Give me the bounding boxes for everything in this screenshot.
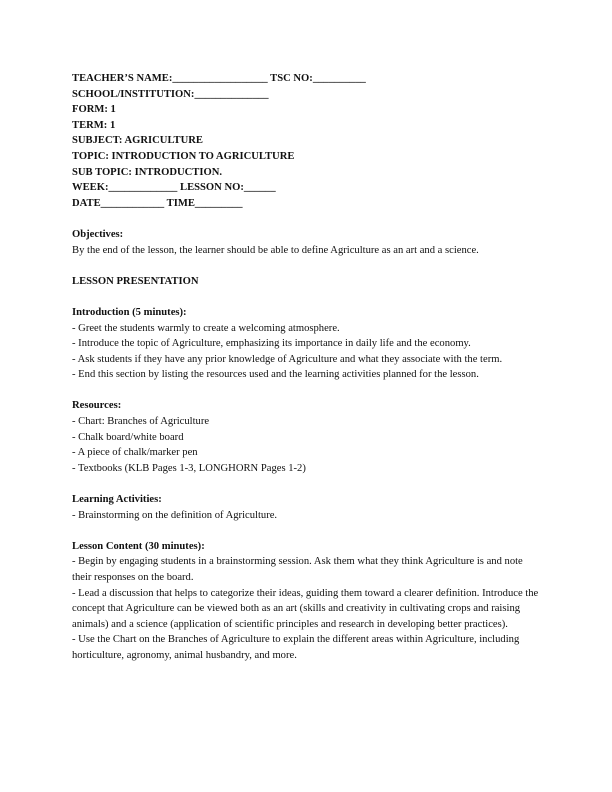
lesson-content-title: Lesson Content (30 minutes): — [72, 540, 205, 552]
resource-item: - A piece of chalk/marker pen — [72, 447, 198, 459]
learning-activity-item: - Brainstorming on the definition of Agriculture. — [72, 509, 278, 521]
lesson-content-item: - Lead a discussion that helps to categorize their ideas, guiding them toward a clearer definition. Introduce the concept that Agriculture can be viewed both as an art (skills and creativity in cultivating crops and raising animals) and a science (application of scientific principles and research in developing better practices). — [72, 587, 539, 630]
introduction-item: - Ask students if they have any prior knowledge of Agriculture and what they associate with the term. — [72, 353, 503, 365]
resources-section — [72, 398, 542, 476]
objectives-title: Objectives: — [72, 228, 124, 240]
resource-item: - Chart: Branches of Agriculture — [72, 416, 210, 428]
introduction-item: - Introduce the topic of Agriculture, emphasizing its importance in daily life and the economy. — [72, 338, 471, 350]
header-block — [72, 71, 542, 211]
date-time-line: DATE____________ TIME_________ — [72, 197, 243, 209]
lesson-content-section — [72, 539, 542, 664]
resource-item: - Textbooks (KLB Pages 1-3, LONGHORN Pages 1-2) — [72, 462, 306, 474]
objectives-section — [72, 227, 542, 258]
introduction-title: Introduction (5 minutes): — [72, 306, 187, 318]
introduction-item: - Greet the students warmly to create a welcoming atmosphere. — [72, 322, 340, 334]
term-line: TERM: 1 — [72, 119, 116, 131]
subject-line: SUBJECT: AGRICULTURE — [72, 135, 203, 147]
lesson-presentation-heading: LESSON PRESENTATION — [72, 275, 199, 287]
introduction-item: - End this section by listing the resources used and the learning activities planned for the lesson. — [72, 369, 479, 381]
learning-activities-title: Learning Activities: — [72, 494, 162, 506]
topic-line: TOPIC: INTRODUCTION TO AGRICULTURE — [72, 150, 295, 162]
document-page — [72, 71, 542, 664]
learning-activities-section — [72, 492, 542, 523]
introduction-section — [72, 305, 542, 383]
sub-topic-line: SUB TOPIC: INTRODUCTION. — [72, 166, 223, 178]
teacher-name-line: TEACHER’S NAME:__________________ TSC NO:__________ — [72, 73, 366, 84]
resources-title: Resources: — [72, 400, 122, 412]
resource-item: - Chalk board/white board — [72, 431, 184, 443]
lesson-content-item: - Begin by engaging students in a brainstorming session. Ask them what they think Agriculture is and note their responses on the board. — [72, 556, 523, 583]
lesson-content-item: - Use the Chart on the Branches of Agriculture to explain the different areas within Agriculture, including horticulture, agronomy, animal husbandry, and more. — [72, 634, 520, 661]
objectives-text: By the end of the lesson, the learner should be able to define Agriculture as an art and a science. — [72, 244, 479, 256]
week-lesson-line: WEEK:_____________ LESSON NO:______ — [72, 182, 276, 194]
form-line: FORM: 1 — [72, 104, 116, 116]
school-line: SCHOOL/INSTITUTION:______________ — [72, 88, 269, 100]
